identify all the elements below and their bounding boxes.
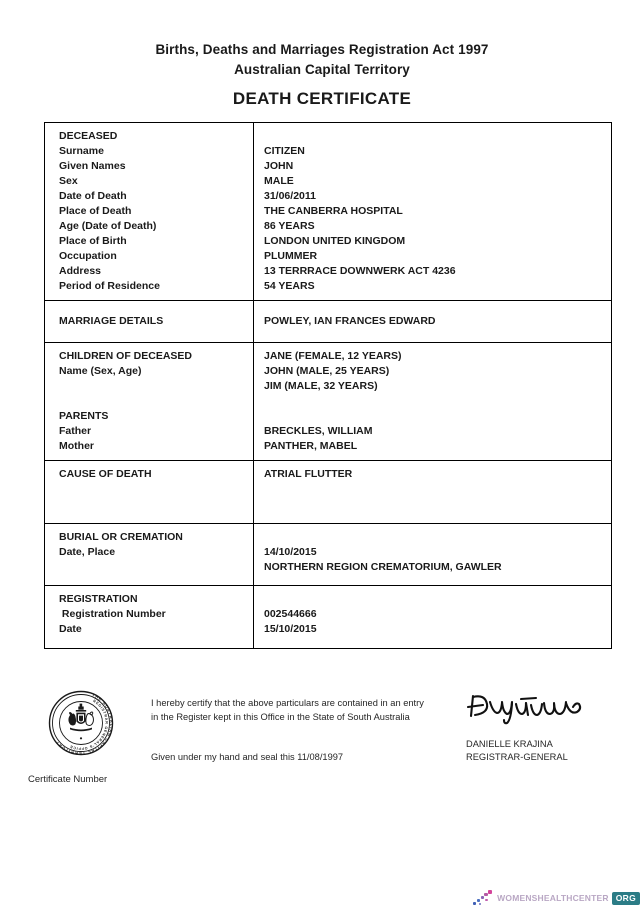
official-seal	[48, 690, 114, 756]
jurisdiction-title: Australian Capital Territory	[234, 62, 410, 77]
burial-heading: BURIAL OR CREMATION	[59, 531, 183, 543]
cause-heading: CAUSE OF DEATH	[59, 468, 152, 480]
deceased-heading: DECEASED	[59, 130, 118, 142]
watermark-org-badge: ORG	[612, 892, 640, 905]
certify-line-1: I hereby certify that the above particulars are contained in an entry	[151, 698, 424, 708]
value-child-1: JANE (FEMALE, 12 YEARS)	[264, 350, 402, 362]
certificate-table	[44, 122, 612, 649]
label-given-names: Given Names	[59, 160, 126, 172]
cause-values	[254, 461, 612, 524]
label-place-of-death: Place of Death	[59, 205, 132, 217]
label-address: Address	[59, 265, 102, 277]
value-registration-number: 002544666	[264, 608, 317, 620]
label-mother: Mother	[59, 440, 94, 452]
value-place-of-birth: LONDON UNITED KINGDOM	[264, 235, 406, 247]
registration-heading: REGISTRATION	[59, 593, 138, 605]
value-period-of-residence: 54 YEARS	[264, 280, 315, 292]
page-title: DEATH CERTIFICATE	[232, 89, 412, 108]
deceased-labels	[45, 123, 254, 301]
certificate-number-label: Certificate Number	[28, 774, 108, 785]
value-occupation: PLUMMER	[264, 250, 318, 262]
value-place-of-death: THE CANBERRA HOSPITAL	[264, 205, 403, 217]
children-heading: CHILDREN OF DECEASED	[59, 350, 193, 362]
registration-values	[254, 586, 612, 649]
marriage-labels	[45, 301, 254, 343]
value-date-of-death: 31/06/2011	[264, 190, 316, 202]
parents-heading: PARENTS	[59, 410, 109, 422]
act-title: Births, Deaths and Marriages Registration Act 1997	[155, 42, 489, 57]
label-occupation: Occupation	[59, 250, 117, 262]
registration-labels	[45, 586, 254, 649]
deceased-values	[254, 123, 612, 301]
registrar-signature	[466, 688, 626, 728]
children-label-spacer-2	[59, 394, 253, 409]
registrar-role: REGISTRAR-GENERAL	[466, 752, 568, 762]
burial-value-spacer	[264, 530, 611, 545]
label-place-of-birth: Place of Birth	[59, 235, 127, 247]
label-father: Father	[59, 425, 92, 437]
value-given-names: JOHN	[264, 160, 294, 172]
value-cause-of-death: ATRIAL FLUTTER	[264, 468, 353, 480]
value-child-3: JIM (MALE, 32 YEARS)	[264, 380, 378, 392]
marriage-values	[254, 301, 612, 343]
section-cause-of-death	[45, 461, 612, 524]
value-burial-place: NORTHERN REGION CREMATORIUM, GAWLER	[264, 561, 502, 573]
value-father: BRECKLES, WILLIAM	[264, 425, 373, 437]
value-child-2: JOHN (MALE, 25 YEARS)	[264, 365, 390, 377]
burial-values	[254, 524, 612, 586]
registrar-name: DANIELLE KRAJINA	[466, 739, 553, 749]
label-period-of-residence: Period of Residence	[59, 280, 160, 292]
value-registration-date: 15/10/2015	[264, 623, 317, 635]
section-burial	[45, 524, 612, 586]
deceased-value-spacer	[264, 129, 611, 144]
burial-labels	[45, 524, 254, 586]
label-registration-number: Registration Number	[59, 608, 166, 620]
children-parents-values	[254, 343, 612, 461]
value-sex: MALE	[264, 175, 294, 187]
watermark-text: WOMENSHEALTHCENTER	[497, 893, 609, 903]
label-surname: Surname	[59, 145, 104, 157]
svg-text:REGISTRAR GENERAL'S OFFICE: REGISTRAR GENERAL'S OFFICE	[68, 698, 109, 751]
section-children-parents	[45, 343, 612, 461]
marriage-heading: MARRIAGE DETAILS	[59, 315, 164, 327]
cause-labels	[45, 461, 254, 524]
registration-value-spacer	[264, 592, 611, 607]
certification-statement	[151, 696, 441, 724]
label-registration-date: Date	[59, 623, 82, 635]
svg-text:THE AUSTRALIAN CAPITAL TERRITO: THE AUSTRALIAN CAPITAL TERRITORY	[54, 692, 114, 756]
value-marriage-details: POWLEY, IAN FRANCES EDWARD	[264, 315, 436, 327]
document-header	[0, 0, 644, 110]
section-deceased	[45, 123, 612, 301]
label-age-at-death: Age (Date of Death)	[59, 220, 157, 232]
given-under-hand-text: Given under my hand and seal this 11/08/1997	[151, 752, 344, 762]
value-mother: PANTHER, MABEL	[264, 440, 358, 452]
label-sex: Sex	[59, 175, 78, 187]
value-age-at-death: 86 YEARS	[264, 220, 315, 232]
watermark-logo-icon	[473, 889, 495, 907]
signature-block	[466, 688, 626, 764]
value-surname: CITIZEN	[264, 145, 305, 157]
seal-icon	[48, 690, 114, 756]
parents-value-spacer-2	[264, 409, 611, 424]
document-footer	[0, 680, 644, 810]
value-burial-date: 14/10/2015	[264, 546, 317, 558]
children-subheading: Name (Sex, Age)	[59, 365, 142, 377]
section-marriage	[45, 301, 612, 343]
children-parents-labels	[45, 343, 254, 461]
children-label-spacer-1	[59, 379, 253, 394]
burial-subheading: Date, Place	[59, 546, 116, 558]
section-registration	[45, 586, 612, 649]
certify-line-2: in the Register kept in this Office in the State of South Australia	[151, 712, 410, 722]
label-date-of-death: Date of Death	[59, 190, 127, 202]
parents-value-spacer-1	[264, 394, 611, 409]
signature-icon	[466, 688, 606, 728]
site-watermark	[473, 888, 640, 908]
value-address: 13 TERRRACE DOWNWERK ACT 4236	[264, 265, 456, 277]
